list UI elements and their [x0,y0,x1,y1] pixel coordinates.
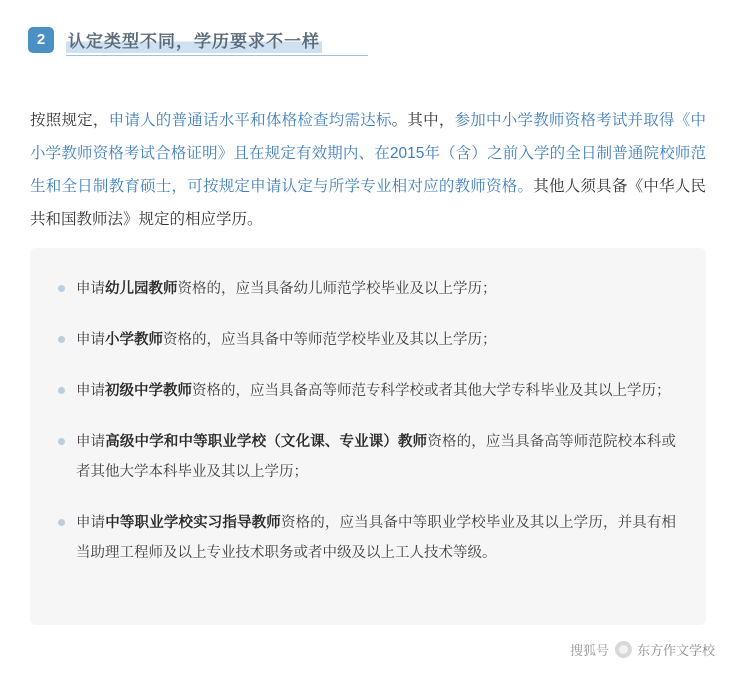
section-heading-text: 认定类型不同，学历要求不一样 [66,27,322,53]
item-prefix: 申请 [76,434,106,450]
item-prefix: 申请 [76,332,105,348]
item-emphasis: 高级中学和中等职业学校（文化课、专业课）教师 [105,434,428,450]
intro-paragraph [30,104,706,236]
item-emphasis: 初级中学教师 [105,383,192,399]
intro-highlight-2: 参加中小学教师资格考试并取得《中小学教师资格考试合格证明》且在规定有效期内、在2015年（含）之前入学的全日制普通院校师范生和全日制教育硕士，可按规定申请认定与所学专业相对应的教师资格。 [30,111,706,195]
bullet-icon [58,336,65,343]
intro-highlight-1: 申请人的普通话水平和体格检查均需达标 [108,111,392,129]
list-item [58,325,676,355]
list-item [58,376,676,406]
bullet-icon [58,285,65,292]
list-item [58,427,676,487]
item-suffix: 资格的，应当具备高等师范院校本科或者其他大学本科毕业及其以上学历； [76,434,677,480]
item-suffix: 资格的，应当具备中等职业学校毕业及其以上学历，并具有相当助理工程师及以上专业技术职务或者中级及以上工人技术等级。 [76,515,677,561]
item-emphasis: 小学教师 [105,332,163,348]
section-heading [28,20,368,60]
list-item [58,508,676,568]
intro-text-part2: 。其中， [391,111,455,129]
section-heading-text-wrap [66,20,368,60]
item-prefix: 申请 [76,281,105,297]
footer-watermark [570,640,715,659]
requirements-card [30,248,706,625]
intro-text-part3: 其他人须具备《中华人民共和国教师法》规定的相应学历。 [30,177,706,228]
item-suffix: 资格的，应当具备高等师范专科学校或者其他大学专科毕业及其以上学历； [192,383,671,399]
item-emphasis: 幼儿园教师 [105,281,178,297]
section-number-badge: 2 [28,27,54,53]
account-name: 东方作文学校 [636,643,715,658]
platform-tag: 搜狐号 [569,643,609,658]
intro-text-part1: 按照规定， [30,111,109,129]
avatar-icon [615,641,632,658]
item-suffix: 资格的，应当具备幼儿师范学校毕业及以上学历； [177,281,497,297]
bullet-icon [58,519,65,526]
item-prefix: 申请 [76,383,105,399]
item-suffix: 资格的，应当具备中等师范学校毕业及其以上学历； [163,332,497,348]
bullet-icon [58,387,65,394]
bullet-icon [58,438,65,445]
item-prefix: 申请 [76,515,106,531]
heading-underline [66,55,368,56]
item-emphasis: 中等职业学校实习指导教师 [105,515,281,531]
list-item [58,274,676,304]
